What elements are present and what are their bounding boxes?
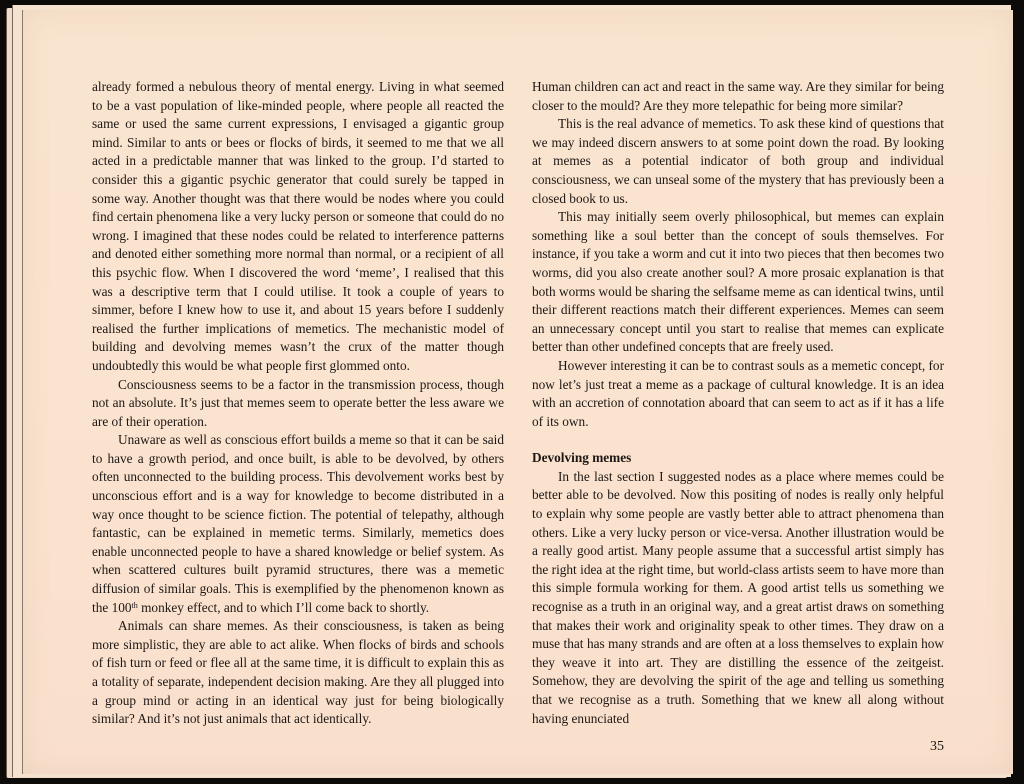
unaware-text-part1: Unaware as well as conscious effort builds a meme so that it can be said to have a growth period, and once built, is able to be devolved, by others often unconnected to the building process. This devolvement works best by unconscious effort and is a way for knowledge to become distributed in a way once thought to be science fiction. The potential of telepathy, although fantastic, can be explained in memetic terms. Similarly, memetics does enable unconnected people to have a shared knowledge or belief system. As when scattered cultures built pyramid structures, there was a memetic diffusion of similar goals. This is exemplified by the phenomenon known as the 100: [92, 432, 504, 615]
right-column: [532, 78, 944, 756]
left-column: [92, 78, 504, 729]
paragraph-animals: Animals can share memes. As their consciousness, is taken as being more simplistic, they are able to act alike. When flocks of birds and schools of fish turn or feed or flee all at the same time, it is difficult to explain this as a totality of separate, independent decision making. Are they all plugged into a group mind or acting in an identical way just for being biologically similar? And it’s not just animals that act identically.: [92, 618, 504, 727]
paragraph-mental-energy: already formed a nebulous theory of mental energy. Living in what seemed to be a vast population of like-minded people, where people all reacted the same or used the same current expressions, I envisaged a gigantic group mind. Similar to ants or bees or flocks of birds, it seemed to me that we all acted in a predictable manner that was linked to the group. I’d started to consider this a gigantic psychic generator that could surely be tapped in some way. Another thought was that there would be nodes where you could find certain phenomena like a very lucky person or someone that could do no wrong. I imagined that these nodes could be related to interference patterns and denoted either something more normal than normal, or a recipient of all this psychic flow. When I discovered the word ‘meme’, I realised that this was a descriptive term that I could utilise. It took a couple of years to simmer, before I knew how to use it, and about 15 years before I suddenly realised the further implications of memetics. The mechanistic model of building and devolving memes wasn’t the crux of the matter though undoubtedly this would be what people first glommed onto.: [92, 79, 504, 373]
page-number: 35: [930, 739, 944, 755]
paragraph-philosophical: This may initially seem overly philosophical, but memes can explain something like a soul better than the concept of souls themselves. For instance, if you take a worm and cut it into two pieces that then becomes two worms, did you also create another soul? A more prosaic explanation is that both worms would be sharing the selfsame meme as can identical twins, until their different reactions match their different experiences. Memes can seem an unnecessary concept until you start to realise that memes can explicate better than other undefined concepts that are freely used.: [532, 209, 944, 355]
unaware-text-part2: monkey effect, and to which I’ll come back to shortly.: [137, 599, 430, 615]
ordinal-superscript: th: [131, 600, 138, 610]
paragraph-souls: However interesting it can be to contrast souls as a memetic concept, for now let’s just treat a meme as a package of cultural knowledge. It is an idea with an accretion of connotation aboard that can seem to act as if it has a life of its own.: [532, 357, 944, 429]
paragraph-consciousness: Consciousness seems to be a factor in the transmission process, though not an absolute. It’s just that memes seem to operate better the less aware we are of their operation.: [92, 376, 504, 429]
section-heading: Devolving memes: [532, 450, 632, 466]
paragraph-real-advance: This is the real advance of memetics. To ask these kind of questions that we may indeed discern answers to at some point down the road. By looking at memes as a potential indicator of both group and individual consciousness, we can unseal some of the mystery that has previously been a closed book to us.: [532, 116, 944, 206]
paragraph-human-children: Human children can act and react in the same way. Are they similar for being closer to the mould? Are they more telepathic for being more similar?: [532, 79, 944, 113]
paragraph-unaware: [92, 431, 504, 617]
book-page: [22, 10, 1013, 774]
paragraph-devolving: In the last section I suggested nodes as a place where memes could be better able to be devolved. Now this positing of nodes is really only helpful to explain why some people are vastly better able to attract phenomena than others. Like a very lucky person or vice-versa. Another illustration would be a really good artist. Many people assume that a successful artist simply has the right idea at the right time, but world-class artists seem to have more than this simple formula working for them. A good artist tells us something we recognise as a truth in an original way, and a great artist draws on something that makes their work and originality speak to other times. They draw on a muse that has many strands and are often at a loss themselves to explain how they weave it into art. They are distilling the essence of the zeitgeist. Somehow, they are devolving the spirit of the age and telling us something that we recognise as a truth. Something that we knew all along without having enunciated: [532, 468, 944, 726]
